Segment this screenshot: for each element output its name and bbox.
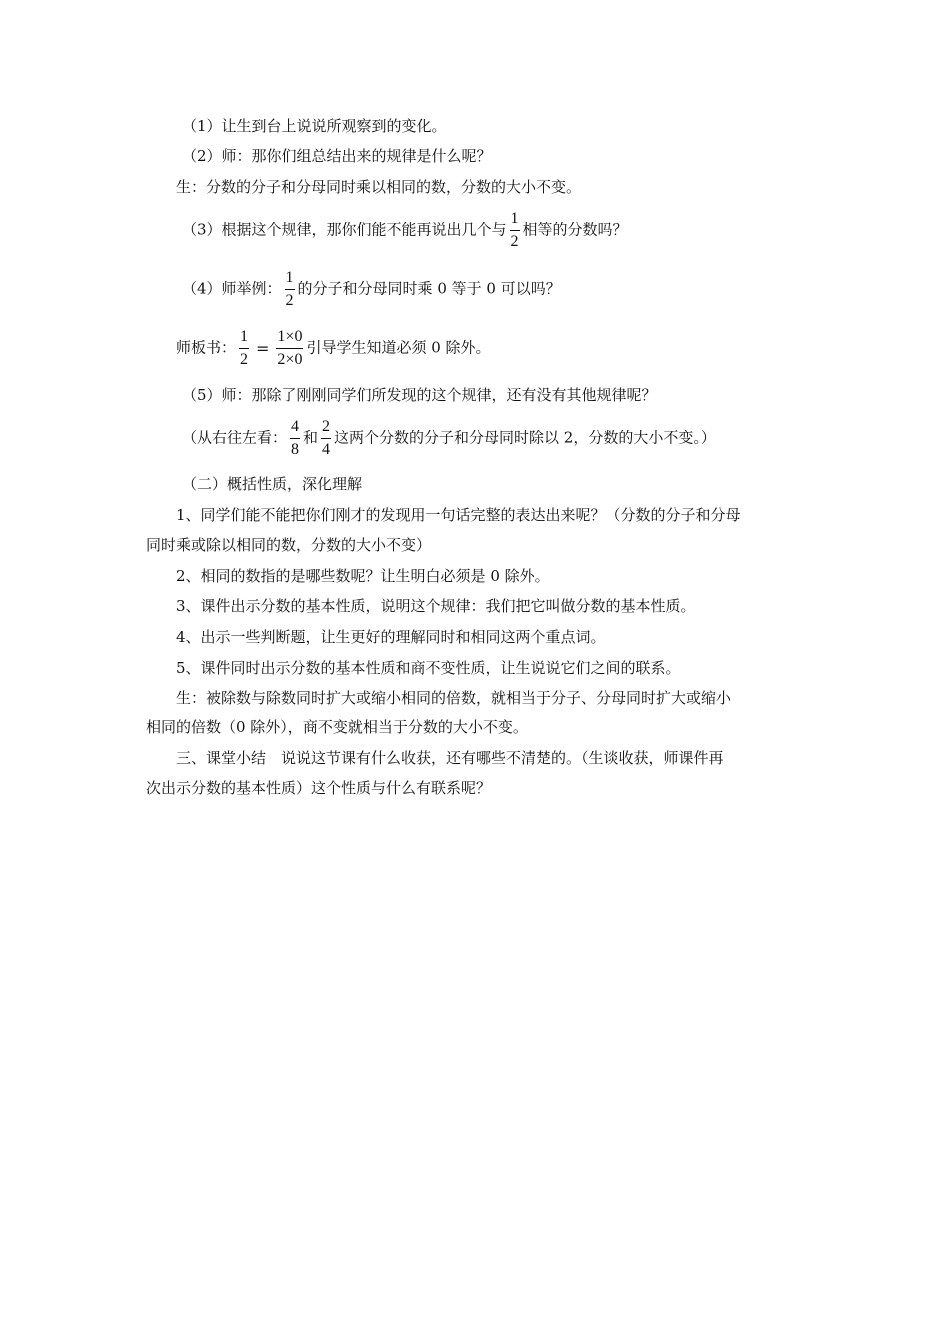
- fraction-times-zero: $\frac{1\times 0}{2\times 0}$: [277, 328, 303, 368]
- step-3-line: [182, 210, 628, 251]
- step-4-text-end: 的分子和分母同时乘 0 等于 0 可以吗？: [297, 279, 561, 298]
- fraction-one-half-board: $\frac{1}{2}$: [240, 328, 249, 368]
- board-writing-line: [176, 328, 491, 369]
- and-text: 和: [303, 428, 319, 447]
- fraction-four-eighths: $\frac{4}{8}$: [291, 418, 300, 458]
- right-to-left-text-end: 这两个分数的分子和分母同时除以 2，分数的大小不变。）: [334, 428, 716, 447]
- item-1-text-cont: 同时乘或除以相同的数，分数的大小不变）: [146, 536, 432, 554]
- student-explanation-text: 生：被除数与除数同时扩大或缩小相同的倍数，就相当于分子、分母同时扩大或缩小: [176, 689, 732, 707]
- step-2-text: （2）师：那你们组总结出来的规律是什么呢？: [182, 147, 492, 165]
- step-5-text: （5）师：那除了刚刚同学们所发现的这个规律，还有没有其他规律呢？: [182, 386, 657, 404]
- step-1-text: （1）让生到台上说说所观察到的变化。: [182, 117, 447, 135]
- section-3-text-cont: 次出示分数的基本性质）这个性质与什么有联系呢？: [146, 779, 492, 797]
- right-to-left-line: [182, 418, 716, 459]
- step-4-line: [182, 269, 561, 310]
- step-3-text: （3）根据这个规律，那你们能不能再说出几个与: [182, 220, 507, 239]
- step-4-text: （4）师举例：: [182, 279, 282, 298]
- section-3-text: 三、课堂小结 说说这节课有什么收获，还有哪些不清楚的。（生谈收获，师课件再: [176, 749, 724, 767]
- fraction-one-half-example: $\frac{1}{2}$: [285, 269, 294, 309]
- item-2-text: 2、相同的数指的是哪些数呢？让生明白必须是 0 除外。: [176, 567, 550, 585]
- board-writing-text: 引导学生知道必须 0 除外。: [306, 338, 491, 357]
- item-3-text: 3、课件出示分数的基本性质，说明这个规律：我们把它叫做分数的基本性质。: [176, 597, 696, 615]
- right-to-left-text: （从右往左看：: [182, 428, 288, 447]
- student-answer-text: 生：分数的分子和分母同时乘以相同的数，分数的大小不变。: [176, 178, 582, 196]
- item-5-text: 5、课件同时出示分数的基本性质和商不变性质，让生说说它们之间的联系。: [176, 659, 681, 677]
- fraction-one-half: $\frac{1}{2}$: [510, 210, 519, 250]
- section-2-heading: （二）概括性质，深化理解: [182, 475, 363, 493]
- equals-sign: =: [256, 338, 270, 358]
- fraction-two-fourths: $\frac{2}{4}$: [322, 418, 331, 458]
- student-explanation-text-cont: 相同的倍数（0 除外），商不变就相当于分数的大小不变。: [146, 718, 528, 736]
- board-writing-label: 师板书：: [176, 338, 237, 357]
- item-4-text: 4、出示一些判断题，让生更好的理解同时和相同这两个重点词。: [176, 628, 606, 646]
- item-1-text: 1、同学们能不能把你们刚才的发现用一句话完整的表达出来呢？（分数的分子和分母: [176, 506, 741, 524]
- step-3-text-end: 相等的分数吗？: [522, 220, 628, 239]
